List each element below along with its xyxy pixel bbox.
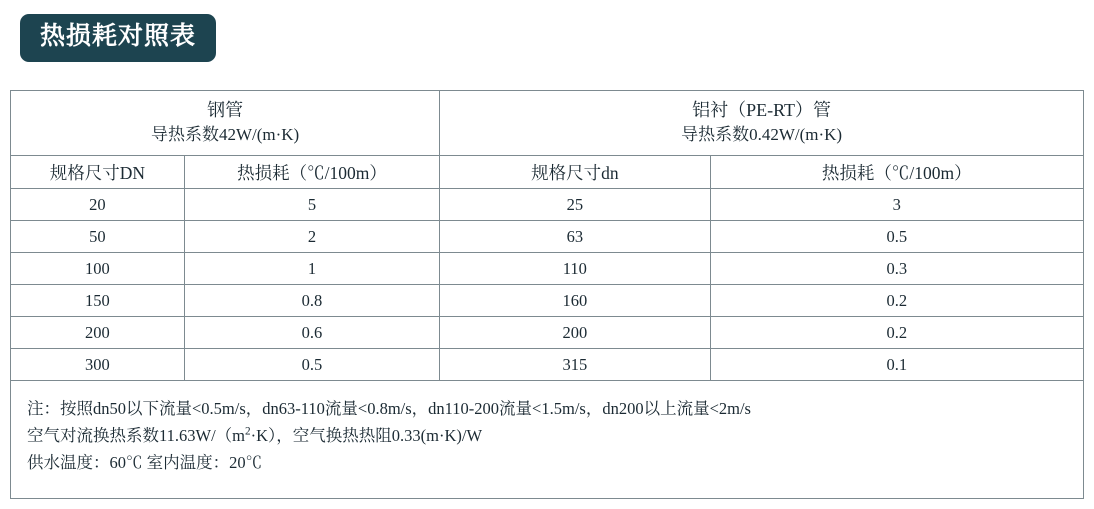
cell-pert-loss: 0.2 [710, 285, 1083, 317]
column-header-dn: 规格尺寸DN [11, 156, 185, 189]
table-row [11, 221, 1084, 253]
group-header-alu-pert-name: 铝衬（PE-RT）管 [692, 99, 832, 120]
cell-dn: 50 [11, 221, 185, 253]
table-column-header-row [11, 156, 1084, 189]
cell-steel-loss: 0.8 [184, 285, 439, 317]
cell-dn: 150 [11, 285, 185, 317]
cell-dn-small: 25 [440, 189, 710, 221]
group-header-alu-pert-conductivity: 导热系数0.42W/(m·K) [681, 124, 843, 144]
cell-steel-loss: 0.6 [184, 317, 439, 349]
cell-dn-small: 110 [440, 253, 710, 285]
group-header-steel [11, 91, 440, 156]
cell-dn: 100 [11, 253, 185, 285]
heat-loss-table [10, 90, 1084, 381]
cell-pert-loss: 0.2 [710, 317, 1083, 349]
table-row [11, 253, 1084, 285]
cell-pert-loss: 3 [710, 189, 1083, 221]
table-notes [10, 381, 1084, 499]
cell-steel-loss: 2 [184, 221, 439, 253]
cell-dn: 200 [11, 317, 185, 349]
table-row [11, 349, 1084, 381]
note-line-flow: 注：按照dn50以下流量<0.5m/s，dn63-110流量<0.8m/s，dn110-200流量<1.5m/s，dn200以上流量<2m/s [27, 399, 751, 418]
note-line-convection [27, 422, 1067, 449]
cell-dn-small: 160 [440, 285, 710, 317]
table-row [11, 317, 1084, 349]
cell-dn-small: 63 [440, 221, 710, 253]
column-header-steel-loss: 热损耗（℃/100m） [184, 156, 439, 189]
cell-pert-loss: 0.3 [710, 253, 1083, 285]
group-header-alu-pert [440, 91, 1084, 156]
page-title: 热损耗对照表 [20, 14, 216, 62]
cell-dn: 300 [11, 349, 185, 381]
cell-steel-loss: 0.5 [184, 349, 439, 381]
cell-dn-small: 200 [440, 317, 710, 349]
group-header-steel-name: 钢管 [207, 99, 244, 120]
column-header-pert-loss: 热损耗（℃/100m） [710, 156, 1083, 189]
cell-dn: 20 [11, 189, 185, 221]
table-row [11, 285, 1084, 317]
column-header-dn-small: 规格尺寸dn [440, 156, 710, 189]
cell-pert-loss: 0.5 [710, 221, 1083, 253]
table-group-header-row [11, 91, 1084, 156]
cell-pert-loss: 0.1 [710, 349, 1083, 381]
note-convection-superscript: 2 [245, 425, 251, 438]
table-row [11, 189, 1084, 221]
cell-steel-loss: 5 [184, 189, 439, 221]
group-header-steel-conductivity: 导热系数42W/(m·K) [150, 124, 300, 144]
heat-loss-table-wrapper [10, 90, 1084, 381]
table-body [11, 189, 1084, 381]
note-convection-pre: 空气对流换热系数11.63W/（m [27, 426, 246, 446]
note-line-temperature: 供水温度：60℃ 室内温度：20℃ [27, 453, 263, 473]
note-convection-post: ·K），空气换热热阻0.33(m·K)/W [250, 426, 483, 446]
cell-steel-loss: 1 [184, 253, 439, 285]
cell-dn-small: 315 [440, 349, 710, 381]
